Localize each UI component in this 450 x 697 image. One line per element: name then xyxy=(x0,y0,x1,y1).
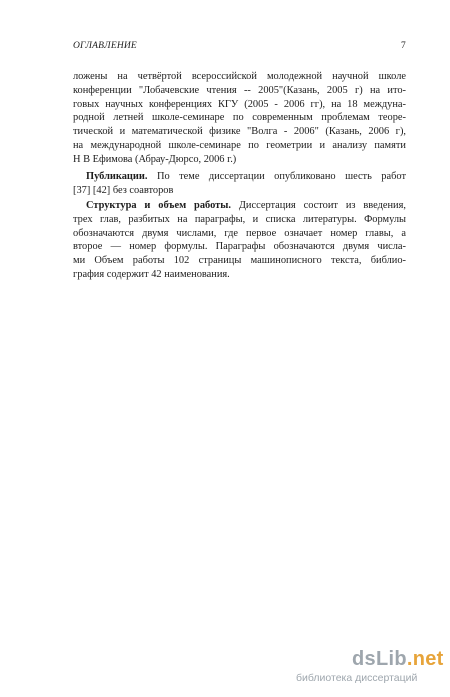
structure-heading: Структура и объем работы. xyxy=(86,200,231,211)
text-line xyxy=(73,199,406,213)
logo-wordmark xyxy=(352,648,444,671)
text-line: тической и математической физике "Волга - 2006" (Казань, 2006 г), xyxy=(73,126,406,138)
text-line: говых научных конференциях КГУ (2005 - 2006 гг), на 18 междуна- xyxy=(73,98,406,110)
text-line: ми Объем работы 102 страницы машинописного текста, библио- xyxy=(73,255,406,267)
paragraph-publications xyxy=(73,170,406,198)
text-line: Н В Ефимова (Абрау-Дюрсо, 2006 г.) xyxy=(73,153,237,165)
publications-heading: Публикации. xyxy=(86,171,148,182)
page-header xyxy=(73,41,406,55)
text-line: обозначаются двумя числами, где первое означает номер главы, а xyxy=(73,227,406,239)
text-line: ложены на четвёртой всероссийской молодежной научной школе xyxy=(73,71,406,82)
text-line: трех глав, разбитых на параграфы, и списка литературы. Формулы xyxy=(73,213,406,225)
running-title: ОГЛАВЛЕНИЕ xyxy=(73,41,137,51)
paragraph-presentations xyxy=(73,70,406,167)
text-line xyxy=(73,170,406,184)
text-line: родной летней школе-семинаре по современным проблемам теоре- xyxy=(73,112,406,124)
text-line: графия содержит 42 наименования. xyxy=(73,268,230,280)
paragraph-structure xyxy=(73,199,406,282)
page-number: 7 xyxy=(401,41,406,51)
logo-tld: .net xyxy=(406,648,444,670)
dslib-watermark-logo xyxy=(296,648,446,692)
publications-text: По теме диссертации опубликовано шесть работ xyxy=(147,171,406,182)
text-line: второе — номер формулы. Параграфы обозначаются двумя числа- xyxy=(73,241,406,253)
structure-text: Диссертация состоит из введения, xyxy=(230,200,406,211)
logo-tagline: библиотека диссертаций xyxy=(296,672,418,684)
text-line: конференции "Лобачевские чтения -- 2005"(Казань, 2005 г) на ито- xyxy=(73,84,406,96)
text-line: на международной школе-семинаре по геометрии и анализу памяти xyxy=(73,139,406,151)
logo-brand: dsLib xyxy=(352,648,407,670)
text-line: [37] [42] без соавторов xyxy=(73,184,174,196)
